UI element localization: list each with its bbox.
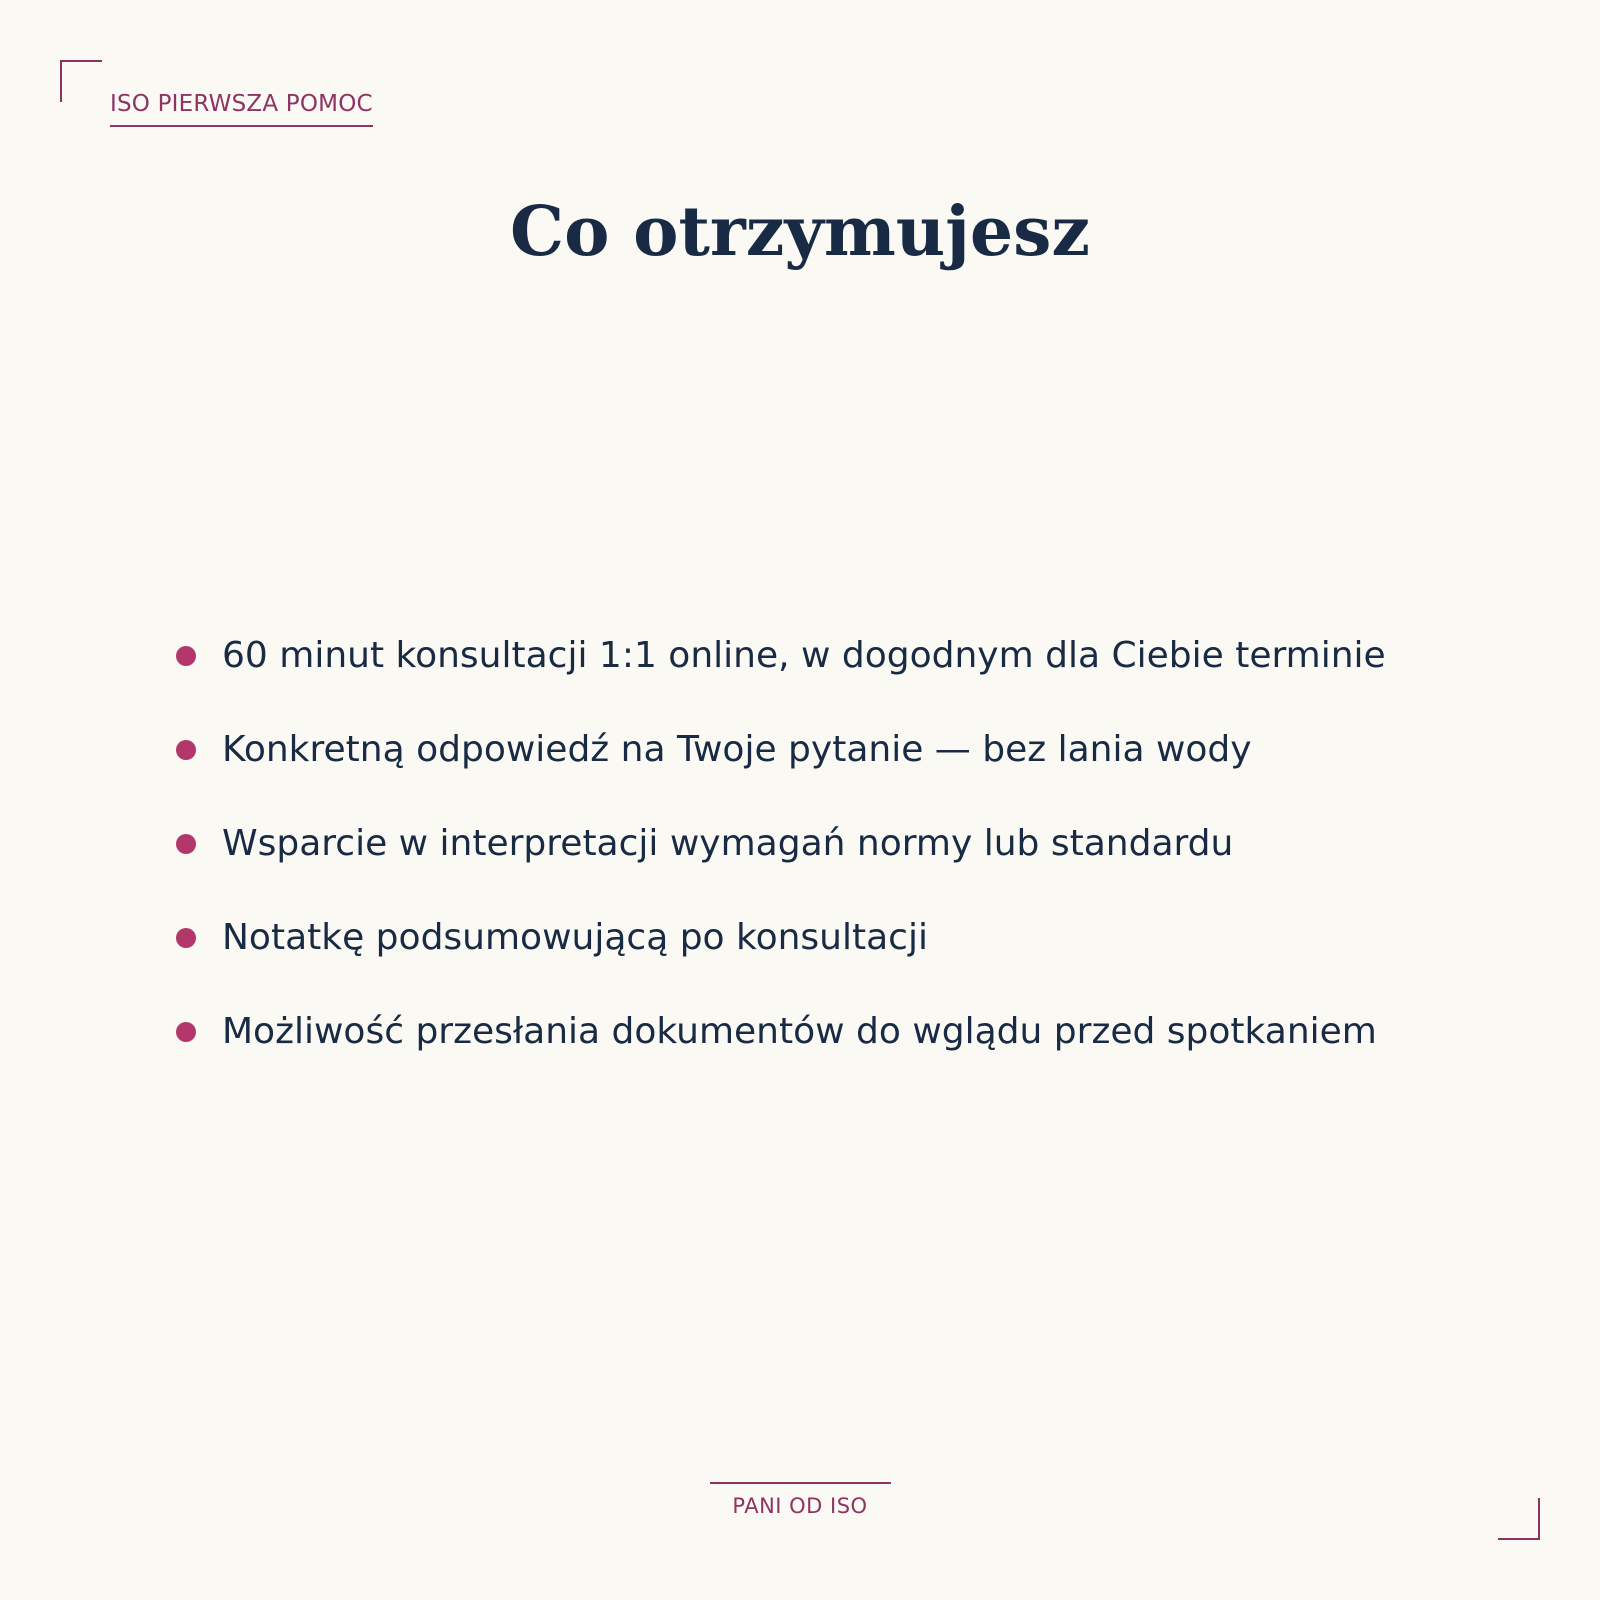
bullet-dot-icon <box>176 1022 196 1042</box>
list-item <box>170 912 1450 964</box>
list-item-text: Konkretną odpowiedź na Twoje pytanie — bez lania wody <box>222 729 1252 770</box>
list-item-text: Wsparcie w interpretacji wymagań normy lub standardu <box>222 823 1234 864</box>
list-item <box>170 630 1450 682</box>
list-item <box>170 1006 1450 1058</box>
list-item <box>170 724 1450 776</box>
page-title: Co otrzymujesz <box>509 192 1091 272</box>
list-item-text: Notatkę podsumowującą po konsultacji <box>222 917 928 958</box>
list-item <box>170 818 1450 870</box>
benefits-list <box>170 630 1450 1100</box>
bullet-dot-icon <box>176 740 196 760</box>
corner-frame-top-left <box>60 60 102 102</box>
bullet-dot-icon <box>176 928 196 948</box>
bullet-dot-icon <box>176 646 196 666</box>
footer-brand: PANI OD ISO <box>732 1494 868 1518</box>
footer-divider <box>710 1482 891 1484</box>
corner-frame-bottom-right <box>1498 1498 1540 1540</box>
brand-tag: ISO PIERWSZA POMOC <box>110 92 373 127</box>
list-item-text: Możliwość przesłania dokumentów do wglądu przed spotkaniem <box>222 1011 1377 1052</box>
list-item-text: 60 minut konsultacji 1:1 online, w dogodnym dla Ciebie terminie <box>222 635 1386 676</box>
bullet-dot-icon <box>176 834 196 854</box>
